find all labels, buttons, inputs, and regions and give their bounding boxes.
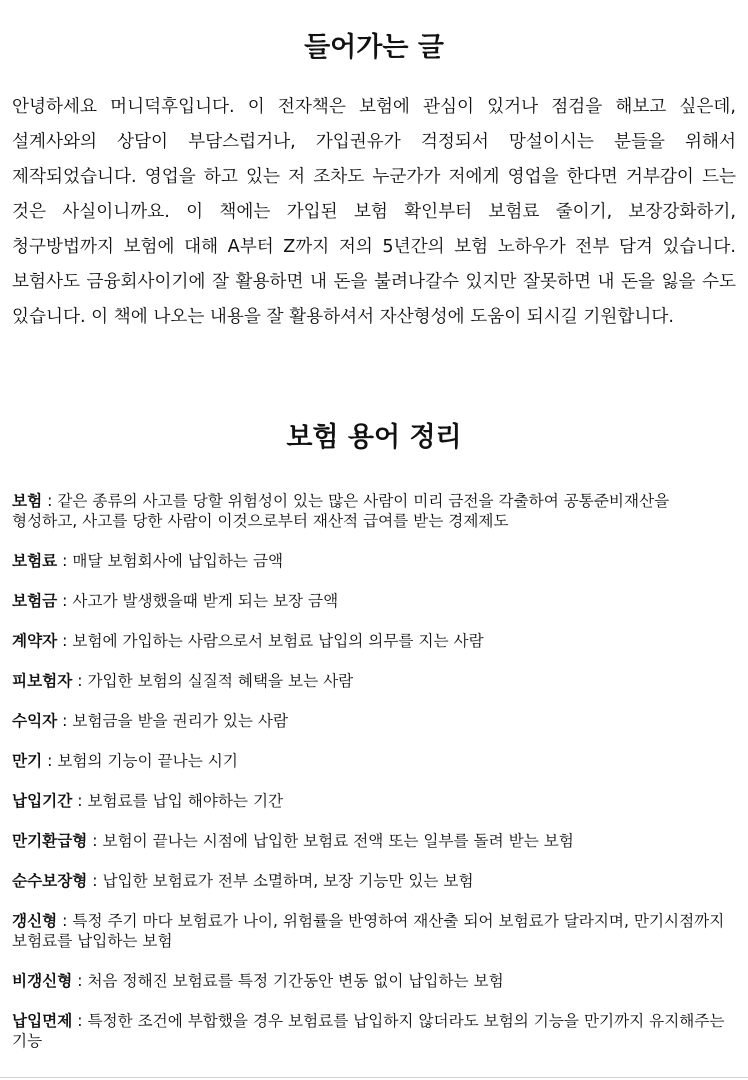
glossary-item: [12, 971, 736, 991]
glossary-term: 보험: [12, 492, 43, 510]
glossary-term: 보험료: [12, 552, 58, 570]
term-separator: :: [72, 792, 88, 810]
glossary-term: 납입면제: [12, 1012, 73, 1030]
term-separator: :: [57, 712, 73, 730]
glossary-definition: 보험금을 받을 권리가 있는 사람: [72, 712, 289, 730]
glossary-definition: 사고가 발생했을때 받게 되는 보장 금액: [72, 592, 339, 610]
glossary-definition: 보험이 끝나는 시점에 납입한 보험료 전액 또는 일부를 돌려 받는 보험: [102, 832, 574, 850]
term-separator: :: [57, 552, 73, 570]
glossary-definition: 같은 종류의 사고를 당할 위험성이 있는 많은 사람이 미리 금전을 각출하여 공통준비재산을 형성하고, 사고를 당한 사람이 이것으로부터 재산적 급여를 받는 경제제도: [12, 492, 670, 530]
glossary-definition: 매달 보험회사에 납입하는 금액: [72, 552, 284, 570]
term-separator: :: [42, 492, 58, 510]
glossary-item: [12, 491, 736, 531]
glossary-definition: 특정한 조건에 부합했을 경우 보험료를 납입하지 않더라도 보험의 기능을 만기까지 유지해주는 기능: [12, 1012, 725, 1050]
glossary-term: 수익자: [12, 712, 58, 730]
glossary-definition: 특정 주기 마다 보험료가 나이, 위험률을 반영하여 재산출 되어 보험료가 달라지며, 만기시점까지 보험료를 납입하는 보험: [12, 912, 725, 950]
glossary-item: [12, 751, 736, 771]
glossary-item: [12, 791, 736, 811]
glossary-title: 보험 용어 정리: [286, 422, 462, 453]
term-separator: :: [87, 872, 103, 890]
intro-paragraph: 안녕하세요 머니덕후입니다. 이 전자책은 보험에 관심이 있거나 점검을 해보고 싶은데, 설계사와의 상담이 부담스럽거나, 가입권유가 걱정되서 망설이시는 분들을 위해서 제작되었습니다. 영업을 하고 있는 저 조차도 누군가가 저에게 영업을 한다면 거부감이 드는 것은 사실이니까요. 이 책에는 가입된 보험 확인부터 보험료 줄이기, 보장강화하기, 청구방법까지 보험에 대해 A부터 Z까지 저의 5년간의 보험 노하우가 전부 담겨 있습니다. 보험사도 금융회사이기에 잘 활용하면 내 돈을 불려나갈수 있지만 잘못하면 내 돈을 잃을 수도 있습니다. 이 책에 나오는 내용을 잘 활용하셔서 자산형성에 도움이 되시길 기원합니다.: [12, 97, 736, 327]
term-separator: :: [57, 912, 73, 930]
glossary-definition: 처음 정해진 보험료를 특정 기간동안 변동 없이 납입하는 보험: [87, 972, 504, 990]
intro-title: 들어가는 글: [304, 32, 444, 63]
glossary-item: [12, 1011, 736, 1051]
glossary-item: [12, 591, 736, 611]
glossary-term: 만기: [12, 752, 43, 770]
glossary-term: 계약자: [12, 632, 58, 650]
term-separator: :: [42, 752, 58, 770]
term-separator: :: [57, 632, 73, 650]
glossary-term: 납입기간: [12, 792, 73, 810]
glossary-item: [12, 671, 736, 691]
glossary-term: 보험금: [12, 592, 58, 610]
glossary-term: 피보험자: [12, 672, 73, 690]
glossary-definition: 가입한 보험의 실질적 혜택을 보는 사람: [87, 672, 354, 690]
glossary-definition: 보험의 기능이 끝나는 시기: [57, 752, 238, 770]
glossary-definition: 보험료를 납입 해야하는 기간: [87, 792, 284, 810]
glossary-definition: 보험에 가입하는 사람으로서 보험료 납입의 의무를 지는 사람: [72, 632, 484, 650]
glossary-term: 비갱신형: [12, 972, 73, 990]
glossary-term: 갱신형: [12, 912, 58, 930]
term-separator: :: [87, 832, 103, 850]
glossary-item: [12, 551, 736, 571]
term-separator: :: [72, 1012, 88, 1030]
glossary-item: [12, 911, 736, 951]
glossary-item: [12, 711, 736, 731]
glossary-term: 만기환급형: [12, 832, 88, 850]
glossary-list: [12, 491, 736, 1071]
glossary-item: [12, 871, 736, 891]
glossary-item: [12, 831, 736, 851]
glossary-definition: 납입한 보험료가 전부 소멸하며, 보장 기능만 있는 보험: [102, 872, 474, 890]
term-separator: :: [72, 672, 88, 690]
page-bottom-divider: [0, 1077, 748, 1078]
term-separator: :: [72, 972, 88, 990]
term-separator: :: [57, 592, 73, 610]
glossary-term: 순수보장형: [12, 872, 88, 890]
glossary-item: [12, 631, 736, 651]
